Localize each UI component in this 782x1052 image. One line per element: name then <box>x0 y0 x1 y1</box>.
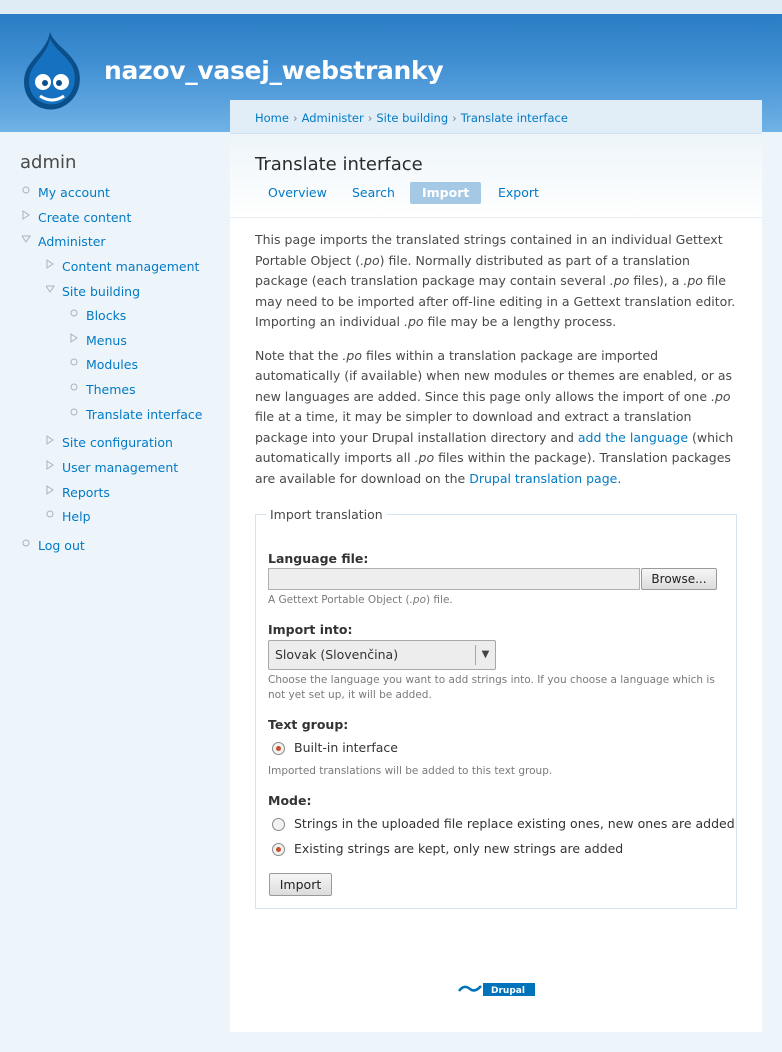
sidebar-item-themes[interactable] <box>86 380 136 400</box>
add-language-link[interactable]: add the language <box>577 429 689 445</box>
import-into-label: Import into: <box>268 622 353 637</box>
breadcrumb-separator: › <box>292 111 298 125</box>
triangle-right-icon <box>46 433 56 453</box>
drupal-drop-logo[interactable] <box>20 30 84 112</box>
breadcrumb-site-building[interactable]: Site building <box>376 111 449 125</box>
sidebar-item-label: Menus <box>86 333 127 348</box>
language-select[interactable] <box>268 640 496 670</box>
breadcrumb-bar <box>230 100 762 134</box>
sidebar-item-label: Content management <box>62 259 200 274</box>
sidebar-item-label: User management <box>62 460 179 475</box>
language-select-value: Slovak (Slovenčina) <box>275 647 399 662</box>
site-name[interactable]: nazov_vasej_webstranky <box>104 56 444 85</box>
radio-mode-replace-label[interactable]: Strings in the uploaded file replace existing ones, new ones are added <box>294 816 735 831</box>
sidebar-item-label: Blocks <box>86 308 127 323</box>
help-text <box>255 230 740 502</box>
drupal-translation-page-link[interactable]: Drupal translation page <box>469 470 618 486</box>
triangle-right-icon <box>46 458 56 478</box>
sidebar-item-log-out[interactable] <box>38 536 85 556</box>
help-paragraph-1: This page imports the translated strings contained in an individual Gettext Portable Object (.po) file. Normally distributed as part of a translation package (each translation package may contain several .po files), a .po file may need to be imported after off-line editing in a Gettext translation editor. Importing an individual .po file may be a lengthy process. <box>255 232 736 329</box>
breadcrumb-separator: › <box>367 111 373 125</box>
sidebar-item-translate-interface[interactable] <box>86 405 202 425</box>
tab-search[interactable]: Search <box>352 185 395 200</box>
sidebar-item-site-configuration[interactable] <box>62 433 173 453</box>
sidebar-item-menus[interactable] <box>86 331 127 351</box>
sidebar-item-site-building[interactable] <box>62 282 140 302</box>
sidebar-item-label: Log out <box>38 538 85 553</box>
language-file-label: Language file: <box>268 551 369 566</box>
bullet-circle-icon <box>70 306 80 326</box>
breadcrumb-home[interactable]: Home <box>255 111 289 125</box>
title-area <box>230 134 762 218</box>
sidebar-item-label: Site configuration <box>62 435 173 450</box>
radio-mode-replace[interactable] <box>272 818 285 831</box>
main-content <box>230 100 762 1032</box>
radio-mode-keep-label[interactable]: Existing strings are kept, only new strings are added <box>294 841 624 856</box>
text-group-label: Text group: <box>268 717 349 732</box>
sidebar-item-modules[interactable] <box>86 355 138 375</box>
sidebar <box>0 132 230 1052</box>
bullet-circle-icon <box>70 405 80 425</box>
mode-label: Mode: <box>268 793 312 808</box>
triangle-right-icon <box>46 483 56 503</box>
radio-mode-keep[interactable] <box>272 843 285 856</box>
sidebar-item-label: Modules <box>86 357 138 372</box>
dropdown-arrow-icon[interactable]: ▼ <box>475 645 495 665</box>
language-file-input[interactable] <box>268 568 640 590</box>
triangle-down-icon <box>22 232 32 252</box>
bullet-circle-icon <box>70 380 80 400</box>
tab-import[interactable]: Import <box>410 182 481 204</box>
bullet-circle-icon <box>70 355 80 375</box>
import-button[interactable]: Import <box>269 873 332 896</box>
sidebar-item-reports[interactable] <box>62 483 110 503</box>
sidebar-item-my-account[interactable] <box>38 183 110 203</box>
sidebar-item-user-management[interactable] <box>62 458 178 478</box>
triangle-right-icon <box>70 331 80 351</box>
radio-builtin-interface[interactable] <box>272 742 285 755</box>
import-into-description: Choose the language you want to add strings into. If you choose a language which is not yet set up, it will be added. <box>268 674 715 701</box>
help-paragraph-2: Note that the .po files within a translation package are imported automatically (if available) when new modules or themes are enabled, or as new languages are added. Since this page only allows the import of one .po file at a time, it may be simpler to download and extract a translation package into your Drupal installation directory and add the language (which automatically imports all .po files within the package). Translation packages are available for download on the Drupal translation page. <box>255 347 734 486</box>
powered-by-drupal-badge[interactable] <box>457 983 535 996</box>
text-group-description: Imported translations will be added to this text group. <box>268 765 553 777</box>
tab-export[interactable]: Export <box>498 185 539 200</box>
tab-overview[interactable]: Overview <box>268 185 327 200</box>
sidebar-item-label: Translate interface <box>86 407 203 422</box>
browse-button[interactable]: Browse... <box>641 568 717 590</box>
breadcrumb <box>255 111 568 125</box>
breadcrumb-separator: › <box>452 111 457 125</box>
sidebar-item-create-content[interactable] <box>38 208 131 228</box>
bullet-circle-icon <box>46 507 56 527</box>
sidebar-title: admin <box>20 152 77 173</box>
sidebar-item-content-management[interactable] <box>62 257 199 277</box>
top-strip <box>0 0 782 14</box>
bullet-circle-icon <box>22 183 32 203</box>
fieldset-legend: Import translation <box>266 507 387 522</box>
sidebar-item-label: Site building <box>62 284 141 299</box>
sidebar-item-label: Reports <box>62 485 110 500</box>
sidebar-item-label: Help <box>62 509 91 524</box>
sidebar-item-label: Administer <box>38 234 106 249</box>
sidebar-item-label: My account <box>38 185 110 200</box>
page-title: Translate interface <box>255 154 423 175</box>
import-translation-fieldset <box>255 507 737 909</box>
sidebar-item-help[interactable] <box>62 507 91 527</box>
triangle-right-icon <box>46 257 56 277</box>
sidebar-item-label: Create content <box>38 210 132 225</box>
badge-text: Drupal <box>491 986 525 996</box>
sidebar-item-label: Themes <box>86 382 136 397</box>
breadcrumb-translate-interface[interactable]: Translate interface <box>460 111 568 125</box>
triangle-right-icon <box>22 208 32 228</box>
language-file-description: A Gettext Portable Object (.po) file. <box>268 594 453 606</box>
breadcrumb-administer[interactable]: Administer <box>301 111 364 125</box>
sidebar-item-blocks[interactable] <box>86 306 126 326</box>
sidebar-item-administer[interactable] <box>38 232 106 252</box>
radio-builtin-interface-label[interactable]: Built-in interface <box>294 740 398 755</box>
bullet-circle-icon <box>22 536 32 556</box>
triangle-down-icon <box>46 282 56 302</box>
